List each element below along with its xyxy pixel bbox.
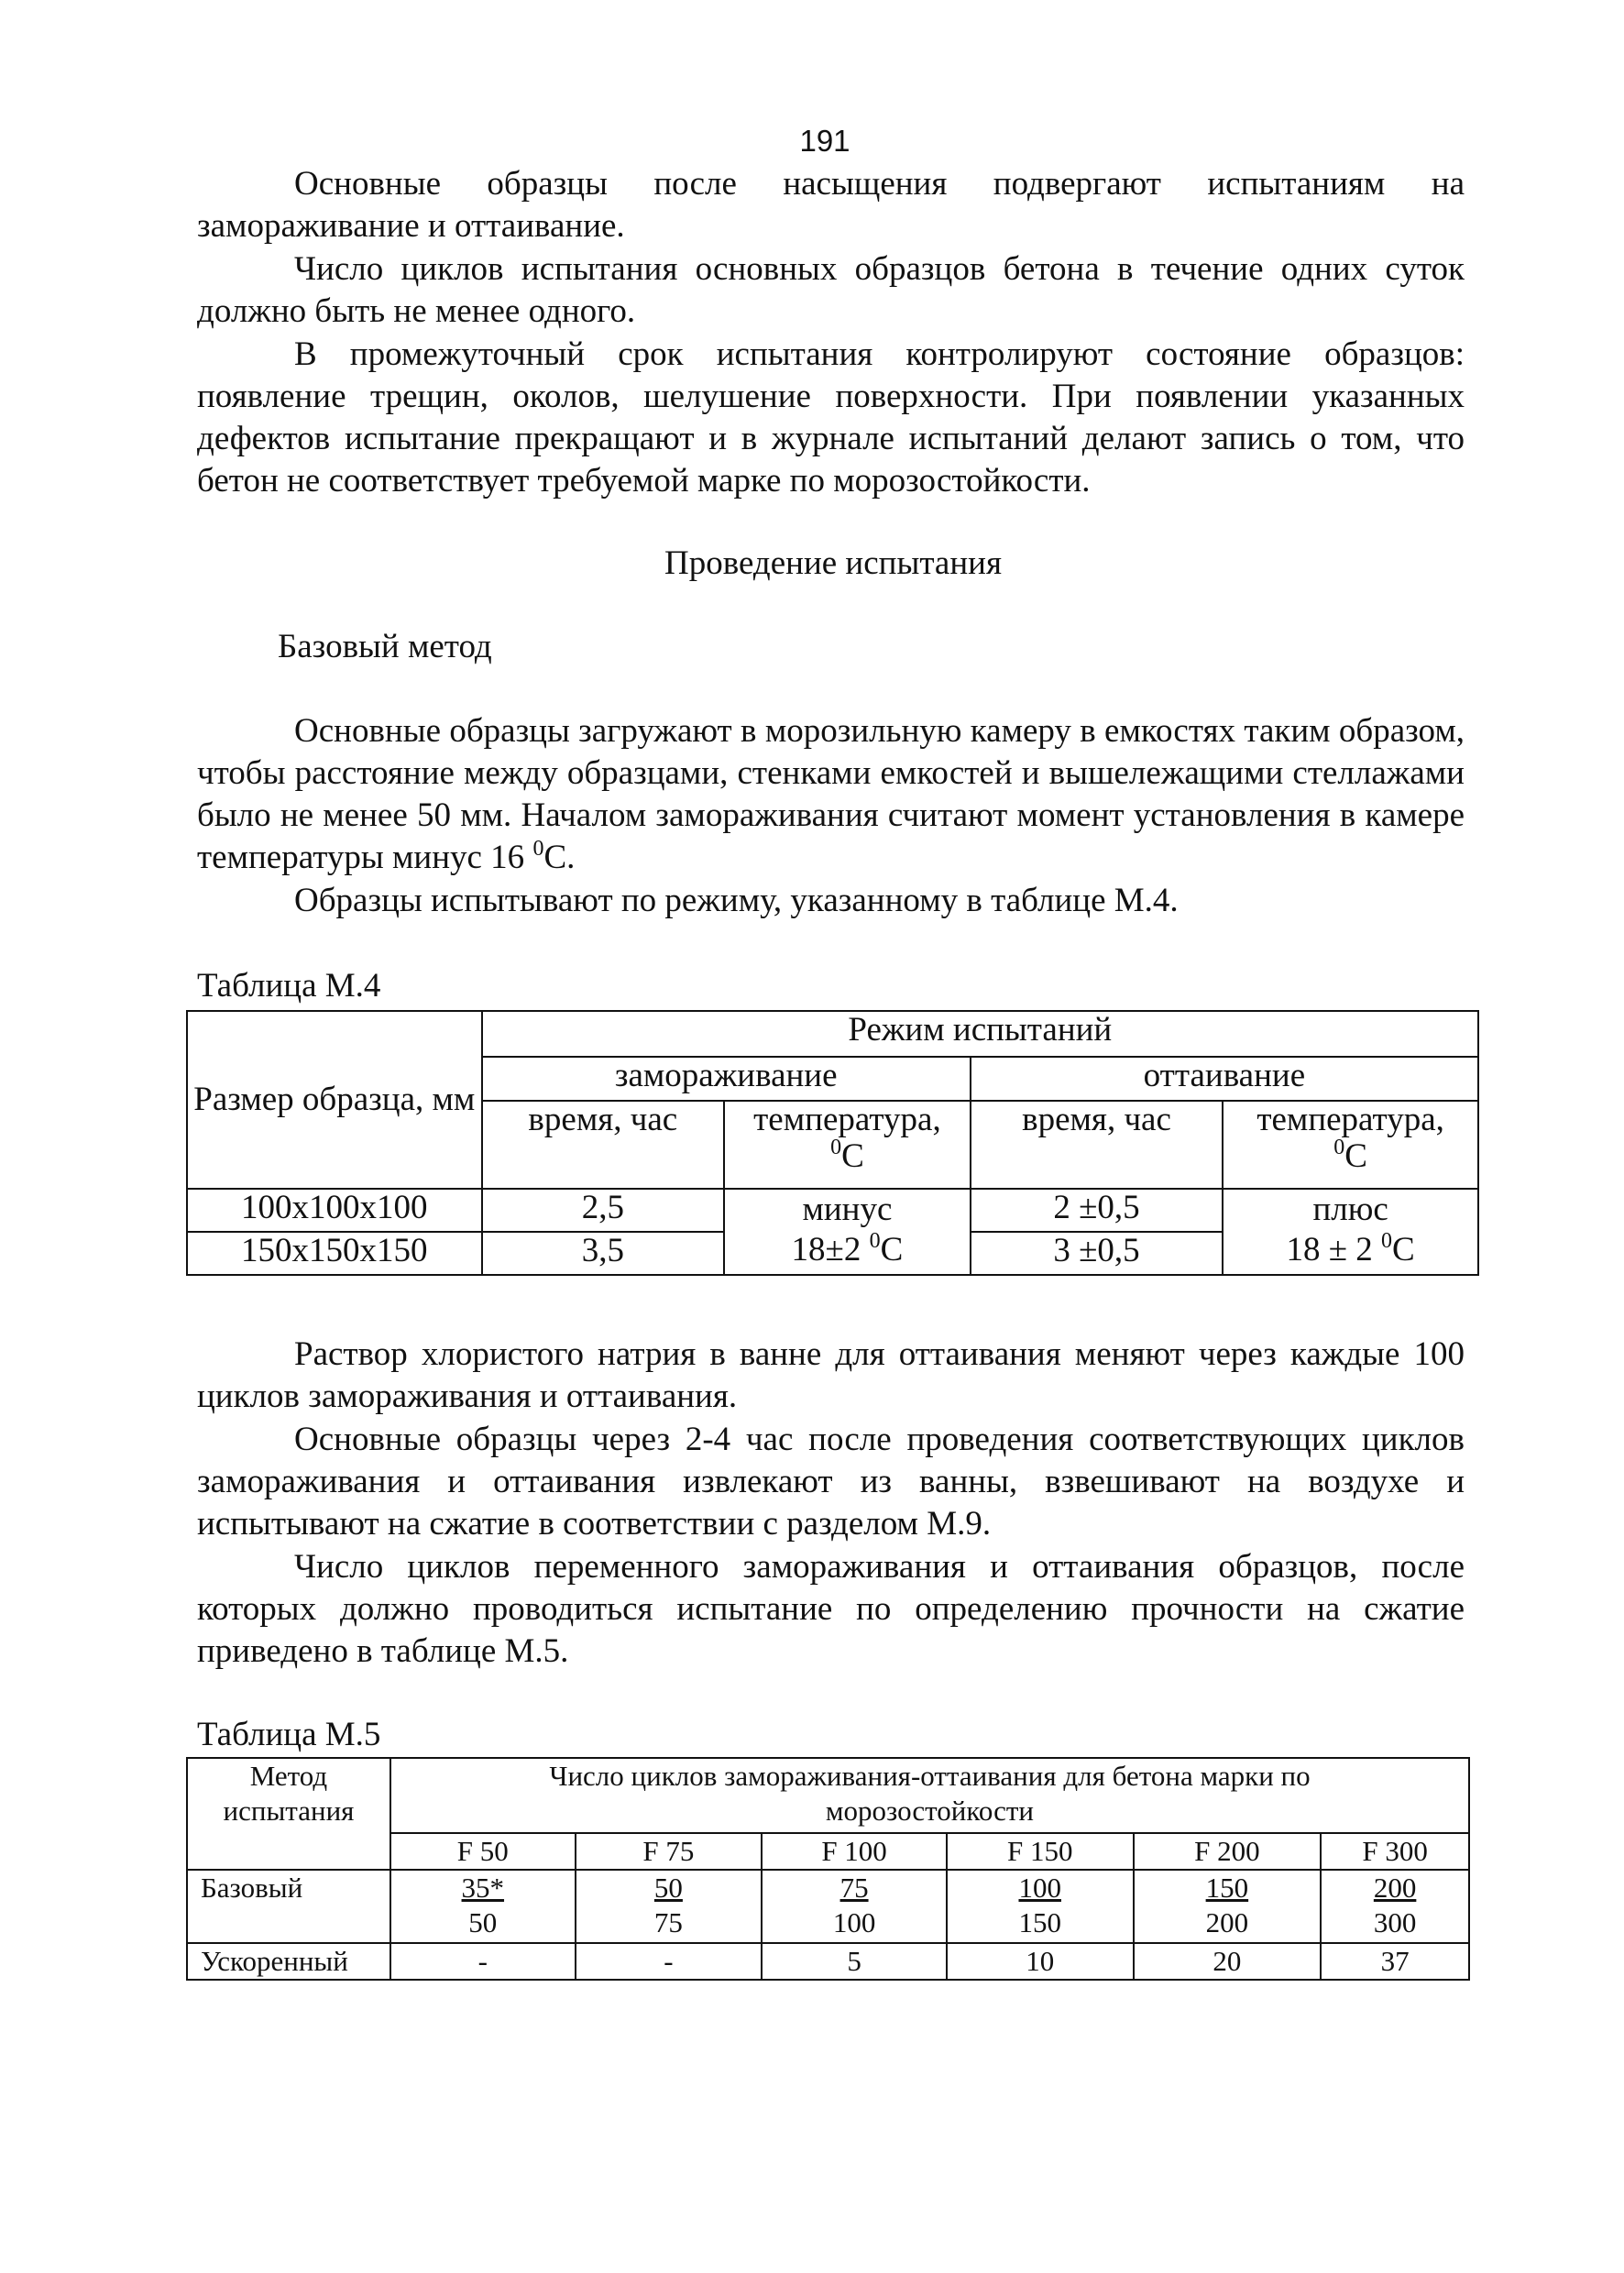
basic-label: Базовый xyxy=(187,1870,390,1943)
degree-sign: 0 xyxy=(830,1136,842,1159)
value-top: 200 xyxy=(1373,1872,1417,1904)
paragraph-text: Основные образцы загружают в морозильную камеру в емкостях таким образом, чтобы расстояние между образцами, стенками емкостей и вышележащими стеллажами было не менее 50 мм. Началом замораживания считают момент установления в камере температуры минус 16 xyxy=(197,712,1465,876)
thaw-header: оттаивание xyxy=(971,1057,1478,1101)
value-cell: 5 xyxy=(762,1943,947,1980)
paragraph: В промежуточный срок испытания контролируют состояние образцов: появление трещин, околов, шелушение поверхности. При появлении указанных дефектов испытание прекращают и в журнале испытаний делают запись о том, что бетон не соответствует требуемой марке по морозостойкости. xyxy=(197,335,1465,500)
accel-label: Ускоренный xyxy=(187,1943,390,1980)
thaw-temp-value: 18 ± 2 xyxy=(1286,1231,1382,1268)
temp-label: температура, xyxy=(1256,1101,1444,1138)
value-cell: 20 xyxy=(1134,1943,1322,1980)
value-cell xyxy=(947,1870,1134,1943)
value-cell xyxy=(762,1870,947,1943)
value-top: 35* xyxy=(461,1872,505,1904)
value-cell xyxy=(1134,1870,1322,1943)
value-top: 150 xyxy=(1205,1872,1249,1904)
table-m4 xyxy=(186,1010,1479,1276)
value-bottom: 50 xyxy=(468,1906,498,1938)
value-bottom: 100 xyxy=(832,1906,876,1938)
paragraph: Число циклов испытания основных образцов бетона в течение одних суток должно быть не менее одного. xyxy=(197,250,1465,330)
section-title: Проведение испытания xyxy=(664,544,1002,582)
value-cell: 10 xyxy=(947,1943,1134,1980)
table-m5 xyxy=(186,1757,1470,1981)
value-cell xyxy=(390,1870,576,1943)
grade-cell: F 300 xyxy=(1321,1833,1469,1870)
degree-sign: 0 xyxy=(869,1229,881,1253)
value-top: 75 xyxy=(839,1872,869,1904)
thaw-temp-header xyxy=(1223,1101,1478,1189)
value-top: 50 xyxy=(653,1872,683,1904)
paragraph: Основные образцы через 2-4 час после проведения соответствующих циклов замораживания и оттаивания извлекают из ванны, взвешивают на воздухе и испытывают на сжатие в соответствии с разделом М.9. xyxy=(197,1421,1465,1543)
size-cell: 150x150x150 xyxy=(187,1232,482,1275)
page-number: 191 xyxy=(799,124,850,158)
method-header: Метод испытания xyxy=(187,1758,390,1870)
thaw-time-cell: 2 ±0,5 xyxy=(971,1189,1223,1232)
freeze-temp-value: 18±2 xyxy=(791,1231,870,1268)
temp-label: температура, xyxy=(753,1101,941,1138)
degree-sign: 0 xyxy=(1333,1136,1345,1159)
basic-row xyxy=(187,1870,1469,1943)
grade-cell: F 200 xyxy=(1134,1833,1322,1870)
value-bottom: 75 xyxy=(653,1906,683,1938)
freeze-temp-header xyxy=(724,1101,971,1189)
grade-cell: F 150 xyxy=(947,1833,1134,1870)
paragraph xyxy=(197,710,1465,879)
paragraph: Образцы испытывают по режиму, указанному в таблице М.4. xyxy=(294,882,1179,919)
celsius: С xyxy=(1392,1231,1415,1268)
subsection-title: Базовый метод xyxy=(278,628,492,665)
value-bottom: 300 xyxy=(1373,1906,1417,1938)
freeze-time-cell: 3,5 xyxy=(482,1232,724,1275)
table5-caption: Таблица М.5 xyxy=(197,1716,381,1753)
value-cell: 37 xyxy=(1321,1943,1469,1980)
method-text xyxy=(197,710,1465,922)
grade-cell: F 50 xyxy=(390,1833,576,1870)
paragraph: Основные образцы после насыщения подвергают испытаниям на замораживание и оттаивание. xyxy=(197,165,1465,245)
paragraph: Число циклов переменного замораживания и оттаивания образцов, после которых должно проводиться испытание по определению прочности на сжатие приведено в таблице М.5. xyxy=(197,1548,1465,1670)
table4-caption: Таблица М.4 xyxy=(197,967,381,1005)
accelerated-row xyxy=(187,1943,1469,1980)
degree-sign: 0 xyxy=(532,837,544,861)
value-cell xyxy=(576,1870,763,1943)
thaw-time-cell: 3 ±0,5 xyxy=(971,1232,1223,1275)
paragraph-text-end: С. xyxy=(543,839,576,876)
grade-cell: F 100 xyxy=(762,1833,947,1870)
value-bottom: 150 xyxy=(1018,1906,1061,1938)
cycles-header: Число циклов замораживания-оттаивания для бетона марки по морозостойкости xyxy=(390,1758,1469,1833)
value-bottom: 200 xyxy=(1205,1906,1249,1938)
size-header: Размер образца, мм xyxy=(187,1011,482,1189)
paragraph: Раствор хлористого натрия в ванне для оттаивания меняют через каждые 100 циклов замораживания и оттаивания. xyxy=(197,1335,1465,1415)
closing-text xyxy=(197,1334,1465,1673)
thaw-temp-word: плюс xyxy=(1312,1191,1388,1228)
value-top: 100 xyxy=(1018,1872,1061,1904)
thaw-temp-cell xyxy=(1223,1189,1478,1275)
size-cell: 100x100x100 xyxy=(187,1189,482,1232)
freeze-temp-cell xyxy=(724,1189,971,1275)
celsius: С xyxy=(841,1137,864,1175)
value-cell: - xyxy=(576,1943,763,1980)
celsius: С xyxy=(1344,1137,1367,1175)
mode-header: Режим испытаний xyxy=(482,1011,1478,1057)
freeze-temp-word: минус xyxy=(802,1191,893,1228)
value-cell: - xyxy=(390,1943,576,1980)
thaw-time-header: время, час xyxy=(971,1101,1223,1189)
intro-text xyxy=(197,163,1465,502)
value-cell xyxy=(1321,1870,1469,1943)
freeze-time-header: время, час xyxy=(482,1101,724,1189)
degree-sign: 0 xyxy=(1381,1229,1393,1253)
freeze-time-cell: 2,5 xyxy=(482,1189,724,1232)
celsius: С xyxy=(880,1231,904,1268)
grade-cell: F 75 xyxy=(576,1833,763,1870)
table-row xyxy=(187,1189,1478,1232)
freeze-header: замораживание xyxy=(482,1057,971,1101)
